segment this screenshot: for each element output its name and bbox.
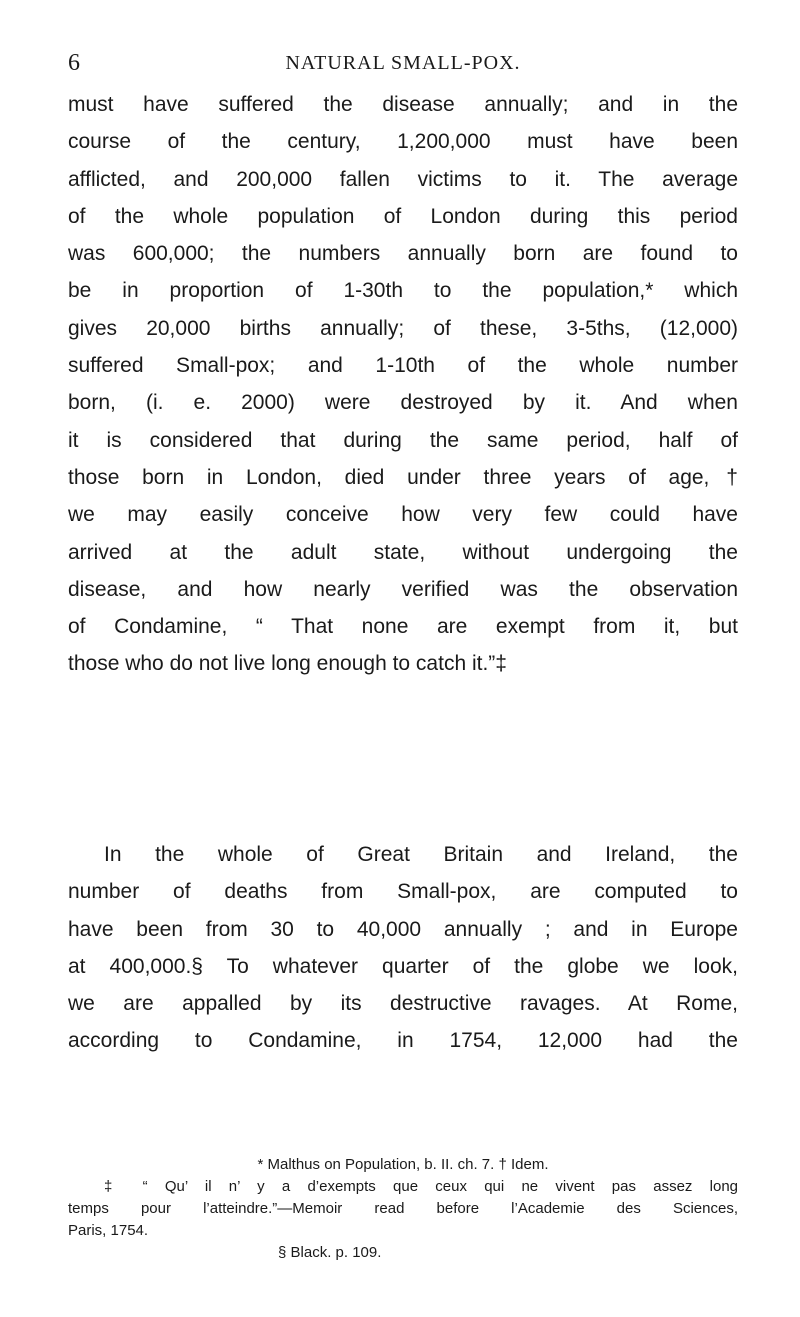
footnote-condamine-cont: temps pour l’atteindre.”—Memoir read before l’Academie des Sciences, bbox=[68, 1200, 738, 1217]
text-line: number of deaths from Small-pox, are computed to bbox=[68, 880, 738, 904]
text-line: was 600,000; the numbers annually born are found to bbox=[68, 242, 738, 266]
text-line: born, (i. e. 2000) were destroyed by it. And when bbox=[68, 391, 738, 415]
text-line: those who do not live long enough to catch it.”‡ bbox=[68, 652, 507, 676]
text-line: it is considered that during the same period, half of bbox=[68, 428, 738, 452]
text-line: disease, and how nearly verified was the observation bbox=[68, 577, 738, 601]
text-line: afflicted, and 200,000 fallen victims to it. The average bbox=[68, 167, 738, 191]
text-line: gives 20,000 births annually; of these, 3-5ths, (12,000) bbox=[68, 316, 738, 340]
text-line: of Condamine, “ That none are exempt from it, but bbox=[68, 615, 738, 639]
footnote-condamine-place: Paris, 1754. bbox=[68, 1222, 149, 1239]
footnote-malthus: * Malthus on Population, b. II. ch. 7. † Idem. bbox=[257, 1156, 549, 1173]
paragraph-2 bbox=[68, 836, 738, 1060]
text-line: must have suffered the disease annually; and in the bbox=[68, 93, 738, 116]
text-line: have been from 30 to 40,000 annually ; and in Europe bbox=[68, 917, 738, 941]
text-line: those born in London, died under three years of age,† bbox=[68, 465, 738, 489]
paragraph-1 bbox=[68, 86, 738, 683]
text-line: we are appalled by its destructive ravages. At Rome, bbox=[68, 992, 738, 1016]
text-line: In the whole of Great Britain and Ireland, the bbox=[104, 843, 738, 866]
text-line: at 400,000.§ To whatever quarter of the globe we look, bbox=[68, 954, 738, 978]
footnote-condamine: ‡ “ Qu’ il n’ y a d’exempts que ceux qui ne vivent pas assez long bbox=[104, 1178, 738, 1195]
page-number: 6 bbox=[68, 50, 81, 76]
text-line: we may easily conceive how very few could have bbox=[68, 503, 738, 527]
footnote-black: § Black. p. 109. bbox=[278, 1244, 382, 1261]
text-line: according to Condamine, in 1754, 12,000 had the bbox=[68, 1029, 738, 1053]
running-head: NATURAL SMALL-POX. bbox=[285, 52, 521, 74]
text-line: be in proportion of 1-30th to the population,* which bbox=[68, 279, 738, 303]
text-line: arrived at the adult state, without undergoing the bbox=[68, 540, 738, 564]
text-line: course of the century, 1,200,000 must have been bbox=[68, 130, 738, 154]
text-line: suffered Small-pox; and 1-10th of the whole number bbox=[68, 354, 738, 378]
text-line: of the whole population of London during this period bbox=[68, 204, 738, 228]
footnotes bbox=[68, 1154, 738, 1264]
